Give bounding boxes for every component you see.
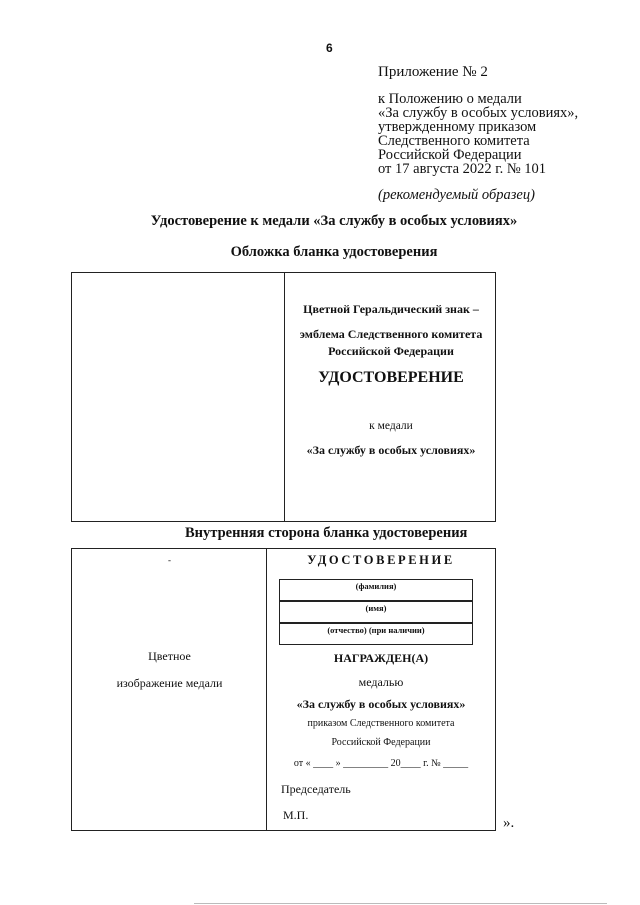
closing-quote: ». bbox=[503, 815, 515, 831]
name-field: (имя) bbox=[279, 601, 473, 623]
header-line: к Положению о медали bbox=[378, 91, 522, 107]
order-line: приказом Следственного комитета bbox=[307, 718, 455, 729]
header-line: Российской Федерации bbox=[378, 147, 522, 163]
medal-image-label: Цветное bbox=[148, 649, 191, 663]
inner-certificate-title: УДОСТОВЕРЕНИЕ bbox=[307, 553, 455, 567]
header-line: утвержденному приказом bbox=[378, 119, 537, 135]
inner-left-mark: - bbox=[168, 555, 171, 565]
order-line: Российской Федерации bbox=[331, 737, 431, 748]
header-line: Следственного комитета bbox=[378, 133, 530, 149]
appendix-title: Приложение № 2 bbox=[378, 64, 488, 80]
medal-image-label: изображение медали bbox=[116, 676, 223, 690]
cover-emblem-line: эмблема Следственного комитета bbox=[299, 327, 483, 341]
cover-divider bbox=[284, 272, 285, 522]
order-date-line: от « ____ » _________ 20____ г. № _____ bbox=[293, 758, 469, 769]
surname-field: (фамилия) bbox=[279, 579, 473, 601]
chairman-label: Председатель bbox=[281, 782, 351, 796]
appendix-header bbox=[378, 65, 578, 202]
header-line: «За службу в особых условиях», bbox=[378, 105, 579, 121]
page-number: 6 bbox=[326, 41, 333, 55]
sample-note: (рекомендуемый образец) bbox=[378, 187, 535, 203]
cover-emblem-line: Российской Федерации bbox=[328, 344, 454, 358]
medal-word: медалью bbox=[358, 675, 404, 689]
header-line: от 17 августа 2022 г. № 101 bbox=[378, 161, 547, 177]
cover-medal-name: «За службу в особых условиях» bbox=[306, 443, 476, 457]
inner-divider bbox=[266, 548, 267, 831]
footer-line bbox=[194, 903, 607, 904]
inner-heading: Внутренняя сторона бланка удостоверения bbox=[185, 525, 468, 541]
cover-heading: Обложка бланка удостоверения bbox=[230, 244, 438, 260]
patronymic-field: (отчество) (при наличии) bbox=[279, 623, 473, 645]
cover-emblem-line: Цветной Геральдический знак – bbox=[303, 302, 479, 316]
stamp-label: М.П. bbox=[283, 808, 309, 822]
awarded-label: НАГРАЖДЕН(А) bbox=[333, 651, 429, 665]
inner-medal-name: «За службу в особых условиях» bbox=[296, 697, 466, 711]
cover-certificate-title: УДОСТОВЕРЕНИЕ bbox=[318, 369, 464, 386]
cover-to-medal: к медали bbox=[369, 420, 413, 432]
certificate-title: Удостоверение к медали «За службу в особых условиях» bbox=[150, 213, 518, 229]
